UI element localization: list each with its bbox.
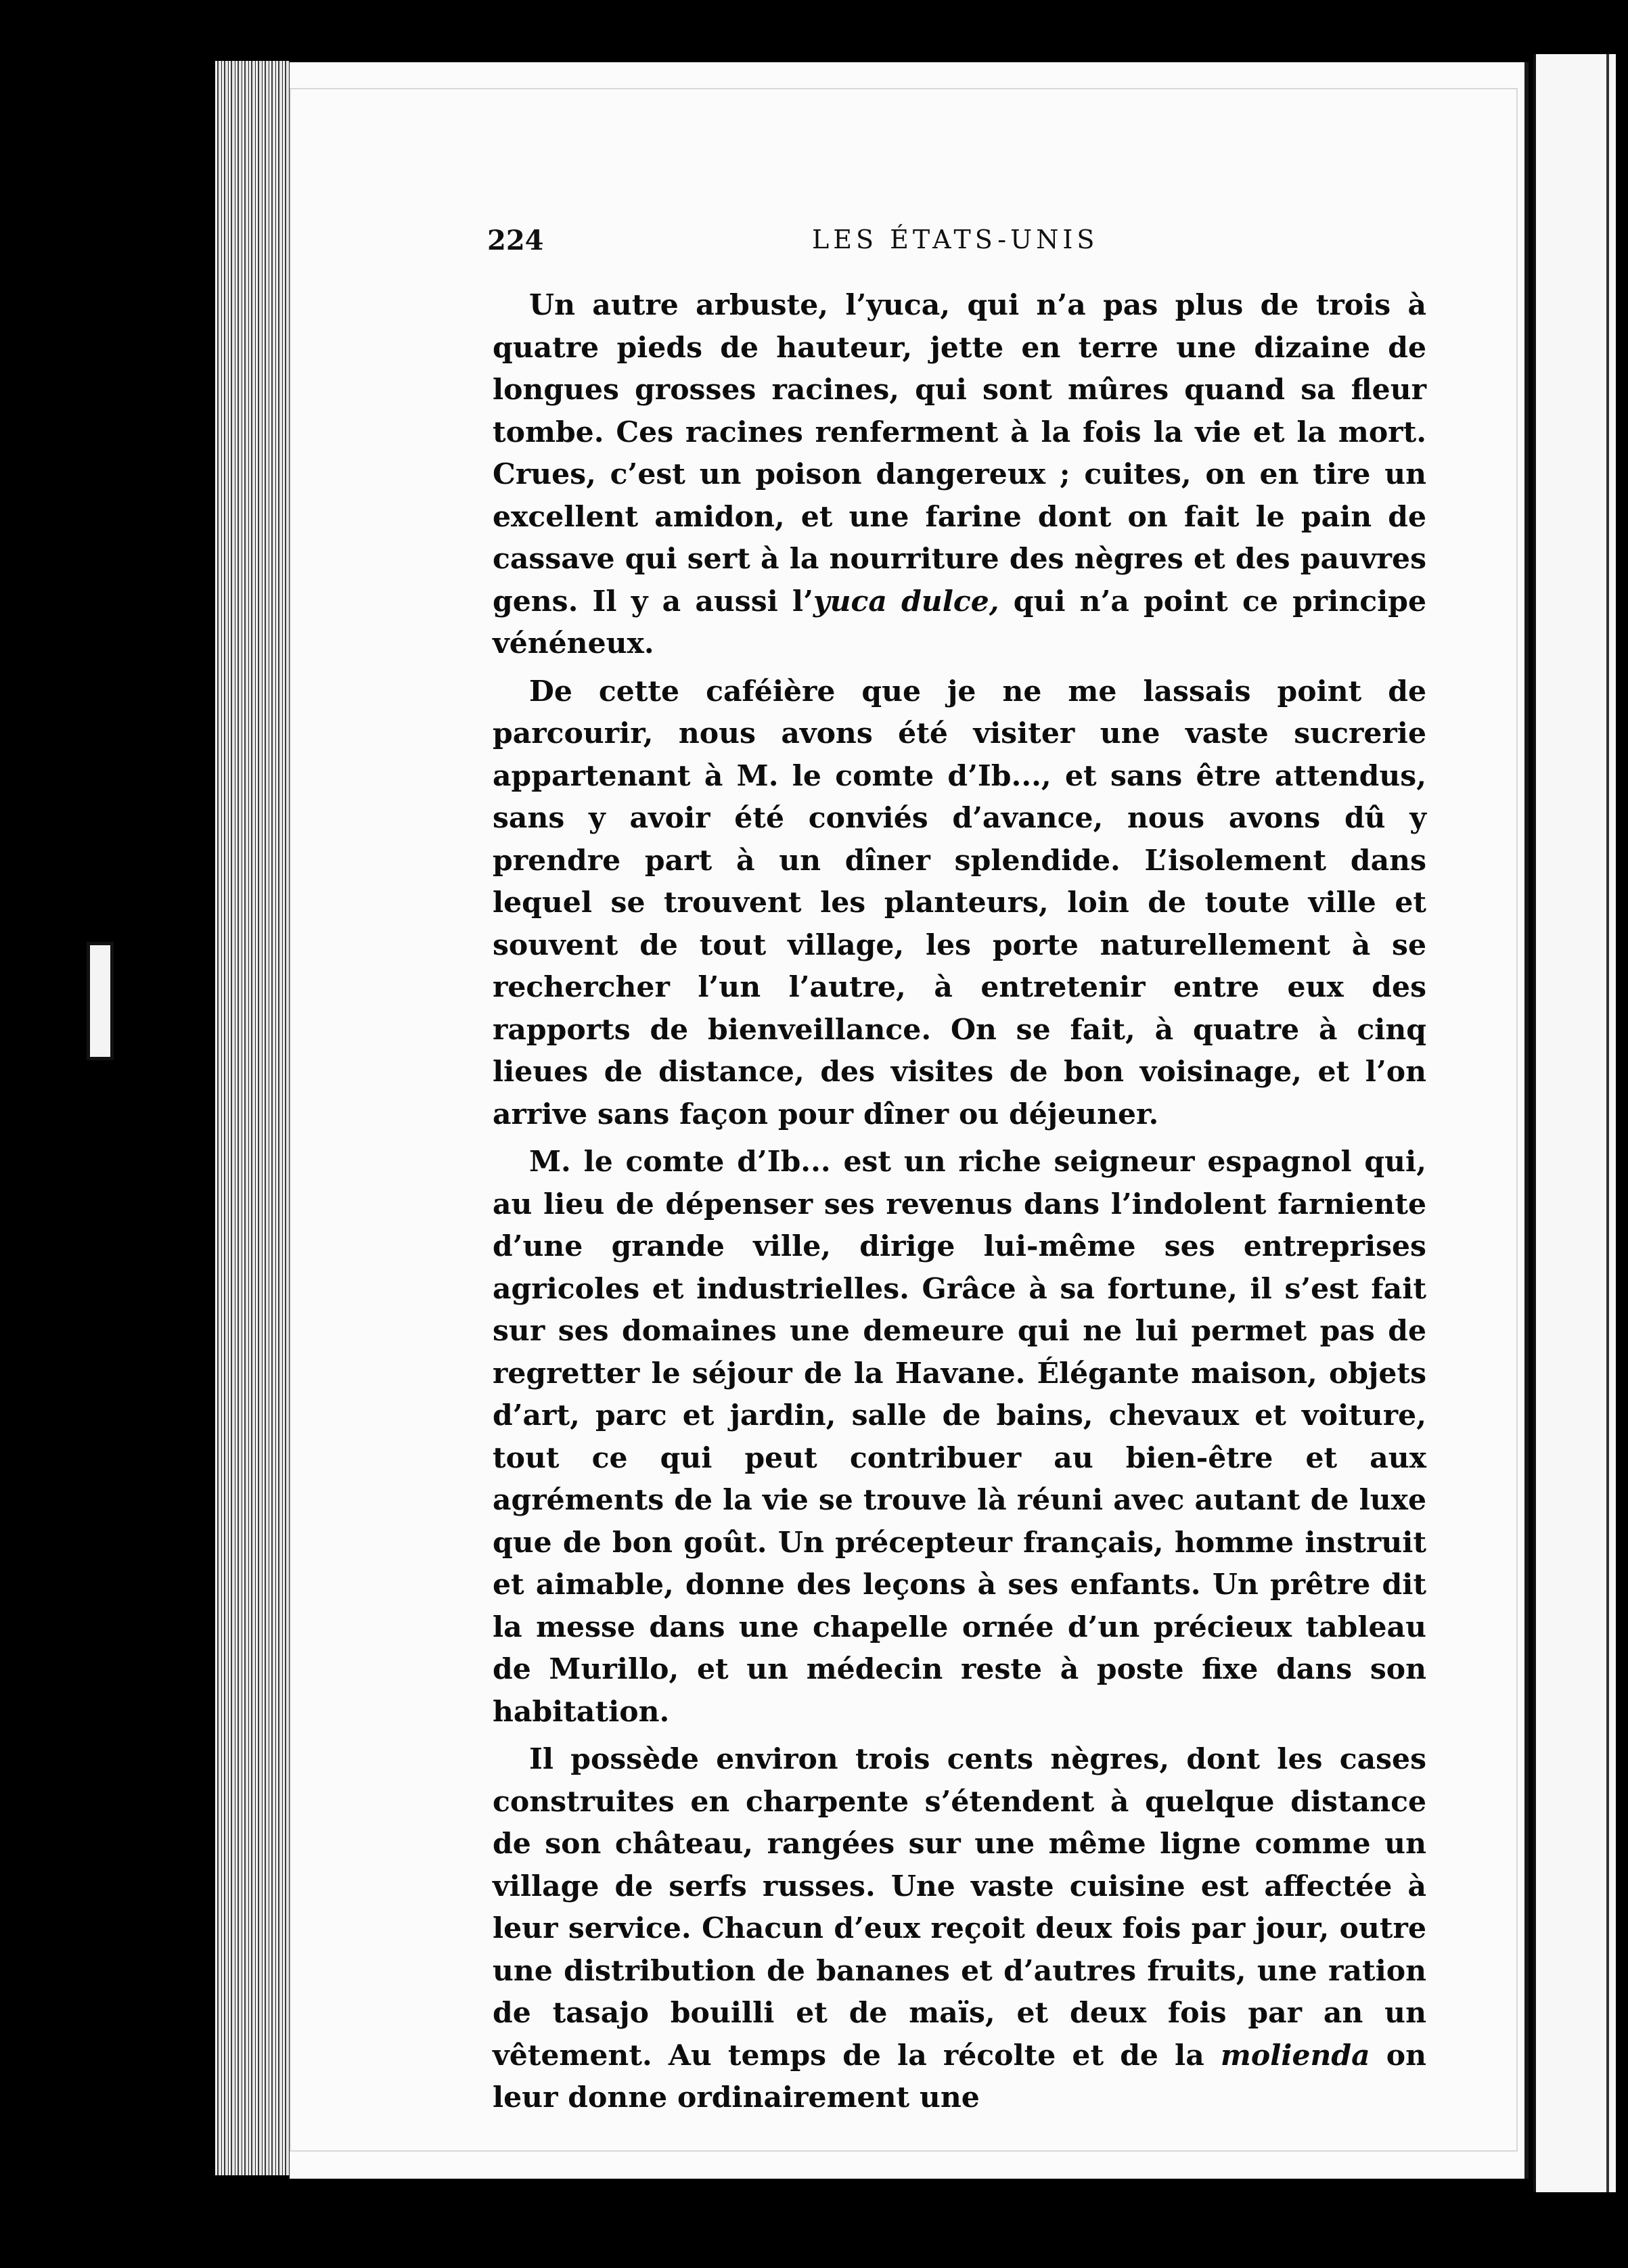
paragraph-4-text: Il possède environ trois cents nègres, dont les cases construites en charpente s’étendent à quelque distance de son château, rangées sur une même ligne comme un village de serfs russes. Une vaste cuisine est affectée à leur service. Chacun d’eux reçoit deux fois par jour, outre une distribution de bananes et d’autres fruits, une ration de tasajo bouilli et de maïs, et deux fois par an un vêtement. Au temps de la récolte et de la — [493, 1742, 1426, 2072]
paragraph-1-text: Un autre arbuste, l’yuca, qui n’a pas plus de trois à quatre pieds de hauteur, jette en terre une dizaine de longues grosses racines, qui sont mûres quand sa fleur tombe. Ces racines renferment à la fois la vie et la mort. Crues, c’est un poison dangereux ; cuites, on en tire un excellent amidon, et une farine dont on fait le pain de cassave qui sert à la nourriture des nègres et des pauvres gens. Il y a aussi l’ — [493, 288, 1426, 618]
paragraph-3-text: M. le comte d’Ib... est un riche seigneur espagnol qui, au lieu de dépenser ses revenus dans l’indolent farniente d’une grande ville, dirige lui-même ses entreprises agricoles et industrielles. Grâce à sa fortune, il s’est fait sur ses domaines une demeure qui ne lui permet pas de regretter le séjour de la Havane. Élégante maison, objets d’art, parc et jardin, salle de bains, chevaux et voiture, tout ce qui peut contribuer au bien-être et aux agréments de la vie se trouve là réuni avec autant de luxe que de bon goût. Un précepteur français, homme instruit et aimable, donne des leçons à ses enfants. Un prêtre dit la messe dans une chapelle ornée d’un précieux tableau de Murillo, et un médecin reste à poste fixe dans son habitation. — [493, 1145, 1426, 1729]
page-number: 224 — [487, 225, 544, 256]
facing-page-edge — [1533, 54, 1616, 2192]
paragraph-2 — [493, 671, 1426, 1136]
paragraph-3 — [493, 1141, 1426, 1733]
body-text — [493, 284, 1426, 2125]
paragraph-4-text-end: on leur donne ordinairement une — [493, 2038, 1427, 2114]
page-edge-tab — [87, 942, 114, 1060]
paragraph-1-text-end: qui n’a point ce principe vénéneux. — [493, 584, 1427, 660]
paragraph-4 — [493, 1738, 1426, 2119]
book-page-edges — [215, 61, 290, 2175]
paragraph-2-text: De cette caféière que je ne me lassais point de parcourir, nous avons été visiter une vaste sucrerie appartenant à M. le comte d’Ib..., et sans être attendus, sans y avoir été conviés d’avance, nous avons dû y prendre part à un dîner splendide. L’isolement dans lequel se trouvent les planteurs, loin de toute ville et souvent de tout village, les porte naturellement à se rechercher l’un l’autre, à entretenir entre eux des rapports de bienveillance. On se fait, à quatre à cinq lieues de distance, des visites de bon voisinage, et l’on arrive sans façon pour dîner ou déjeuner. — [493, 674, 1426, 1131]
running-head — [487, 225, 1401, 265]
paragraph-4-italic: molienda — [1220, 2038, 1370, 2072]
paragraph-1 — [493, 284, 1426, 665]
paragraph-1-italic: yuca dulce, — [813, 584, 999, 618]
running-head-title: LES ÉTATS-UNIS — [812, 225, 1099, 254]
